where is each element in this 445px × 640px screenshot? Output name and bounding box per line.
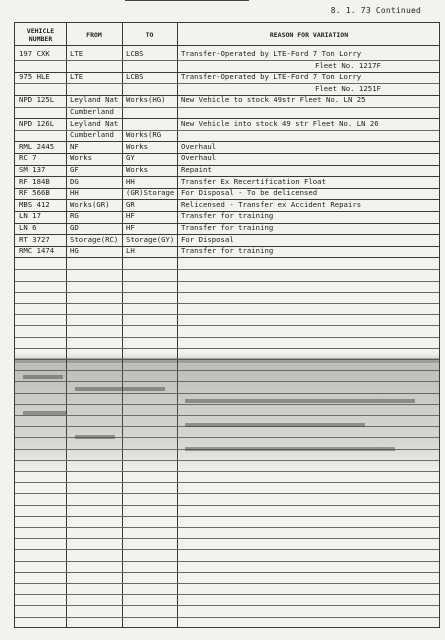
blank-row-rule [15,538,439,539]
photocopy-smear [15,353,439,475]
header-vehicle-number: VEHICLE NUMBER [26,27,55,43]
photocopy-smear [185,447,395,451]
blank-row-rule [15,281,439,282]
row-rule [15,234,439,235]
row-rule [15,257,439,258]
row-rule [15,188,439,189]
vehicle-number-cell: MBS 412 [19,199,50,209]
from-cell: Leyland Nat [70,118,119,128]
row-rule [15,130,439,131]
vehicle-number-cell: LN 17 [19,211,41,221]
blank-row-rule [15,516,439,517]
from-cell: HG [70,246,79,256]
top-rule [125,0,249,1]
blank-row-rule [15,594,439,595]
row-rule [15,83,439,84]
blank-row-rule [15,527,439,528]
header-from: FROM [86,31,102,39]
to-cell: Works(HG) [126,95,166,105]
reason-cell: Transfer for training [181,211,274,221]
to-cell: GR [126,199,135,209]
reason-cell: Overhaul [181,153,217,163]
vehicle-number-cell: RMC 1474 [19,246,55,256]
vehicle-number-cell: RML 2445 [19,141,55,151]
to-cell: HF [126,223,135,232]
row-rule [15,118,439,119]
photocopy-smear [75,387,165,391]
row-rule [15,199,439,200]
reason-cell: Transfer-Operated by LTE-Ford 7 Ton Lorry [181,49,362,58]
photocopy-smear [185,399,415,403]
from-cell: RG [70,211,79,221]
row-rule [15,153,439,154]
to-cell: LH [126,246,135,256]
row-rule [15,60,439,61]
reason-cell: New Vehicle into stock 49 str Fleet No. LN 26 [181,118,379,128]
vehicle-number-cell: RC 7 [19,153,37,163]
blank-row-rule [15,561,439,562]
variation-table [14,22,440,628]
blank-row-rule [15,605,439,606]
to-cell: LCBS [126,49,144,58]
to-cell: HH [126,176,135,186]
header-to: TO [145,31,154,39]
reason-cell: Transfer-Operated by LTE-Ford 7 Ton Lorry [181,72,362,82]
photocopy-smear [23,411,67,415]
blank-row-rule [15,337,439,338]
reason-cell: Fleet No. 1251F [315,83,381,93]
reason-cell: Transfer for training [181,246,274,256]
vehicle-number-cell: 197 CXK [19,49,50,58]
to-cell: Storage(GY) [126,234,175,244]
to-cell: GY [126,153,135,163]
reason-cell: Transfer for training [181,223,274,232]
from-cell: Cumberland [70,107,114,116]
from-cell: Works [70,153,92,163]
from-cell: Cumberland [70,130,114,140]
to-cell: (GR)Storage [126,188,175,198]
from-cell: Works(GR) [70,199,110,209]
to-cell: Works(RG [126,130,162,140]
from-cell: DG [70,176,79,186]
from-cell: LTE [70,49,84,58]
blank-row-rule [15,269,439,270]
row-rule [15,176,439,177]
from-cell: Leyland Nat [70,95,119,105]
vehicle-number-cell: RF 184B [19,176,50,186]
reason-cell: For Disposal [181,234,234,244]
reason-cell: New Vehicle to stock 49str Fleet No. LN 25 [181,95,366,105]
from-cell: HH [70,188,79,198]
blank-row-rule [15,348,439,349]
blank-row-rule [15,549,439,550]
reason-cell: For Disposal - To be delicensed [181,188,318,198]
row-rule [15,72,439,73]
blank-row-rule [15,617,439,618]
vehicle-number-cell: RT 3727 [19,234,50,244]
reason-cell: Repaint [181,165,212,174]
from-cell: NF [70,141,79,151]
reason-cell: Relicensed - Transfer ex Accident Repairs [181,199,362,209]
from-cell: LTE [70,72,84,82]
photocopy-smear [15,358,439,363]
blank-row-rule [15,325,439,326]
vehicle-number-cell: LN 6 [19,223,37,232]
row-rule [15,246,439,247]
from-cell: GF [70,165,79,174]
blank-row-rule [15,292,439,293]
page-date: 8. 1. 73 Continued [330,6,421,15]
row-rule [15,107,439,108]
photocopy-smear [75,435,115,439]
to-cell: LCBS [126,72,144,82]
reason-cell: Fleet No. 1217F [315,60,381,70]
vehicle-number-cell: 975 HLE [19,72,50,82]
blank-row-rule [15,505,439,506]
blank-row-rule [15,314,439,315]
header-rule [15,45,439,46]
row-rule [15,141,439,142]
blank-row-rule [15,493,439,494]
from-cell: Storage(RC) [70,234,119,244]
to-cell: Works [126,165,148,174]
row-rule [15,223,439,224]
row-rule [15,165,439,166]
blank-row-rule [15,482,439,483]
vehicle-number-cell: NPD 125L [19,95,55,105]
reason-cell: Overhaul [181,141,217,151]
to-cell: Works [126,141,148,151]
vehicle-number-cell: NPD 126L [19,118,55,128]
blank-row-rule [15,583,439,584]
row-rule [15,211,439,212]
blank-row-rule [15,303,439,304]
photocopy-smear [185,423,365,427]
vehicle-number-cell: SM 137 [19,165,46,174]
to-cell: HF [126,211,135,221]
blank-row-rule [15,572,439,573]
vehicle-number-cell: RF 566B [19,188,50,198]
reason-cell: Transfer Ex Recertification Float [181,176,326,186]
row-rule [15,95,439,96]
from-cell: GD [70,223,79,232]
header-reason: REASON FOR VARIATION [269,31,349,39]
photocopy-smear [23,375,63,379]
